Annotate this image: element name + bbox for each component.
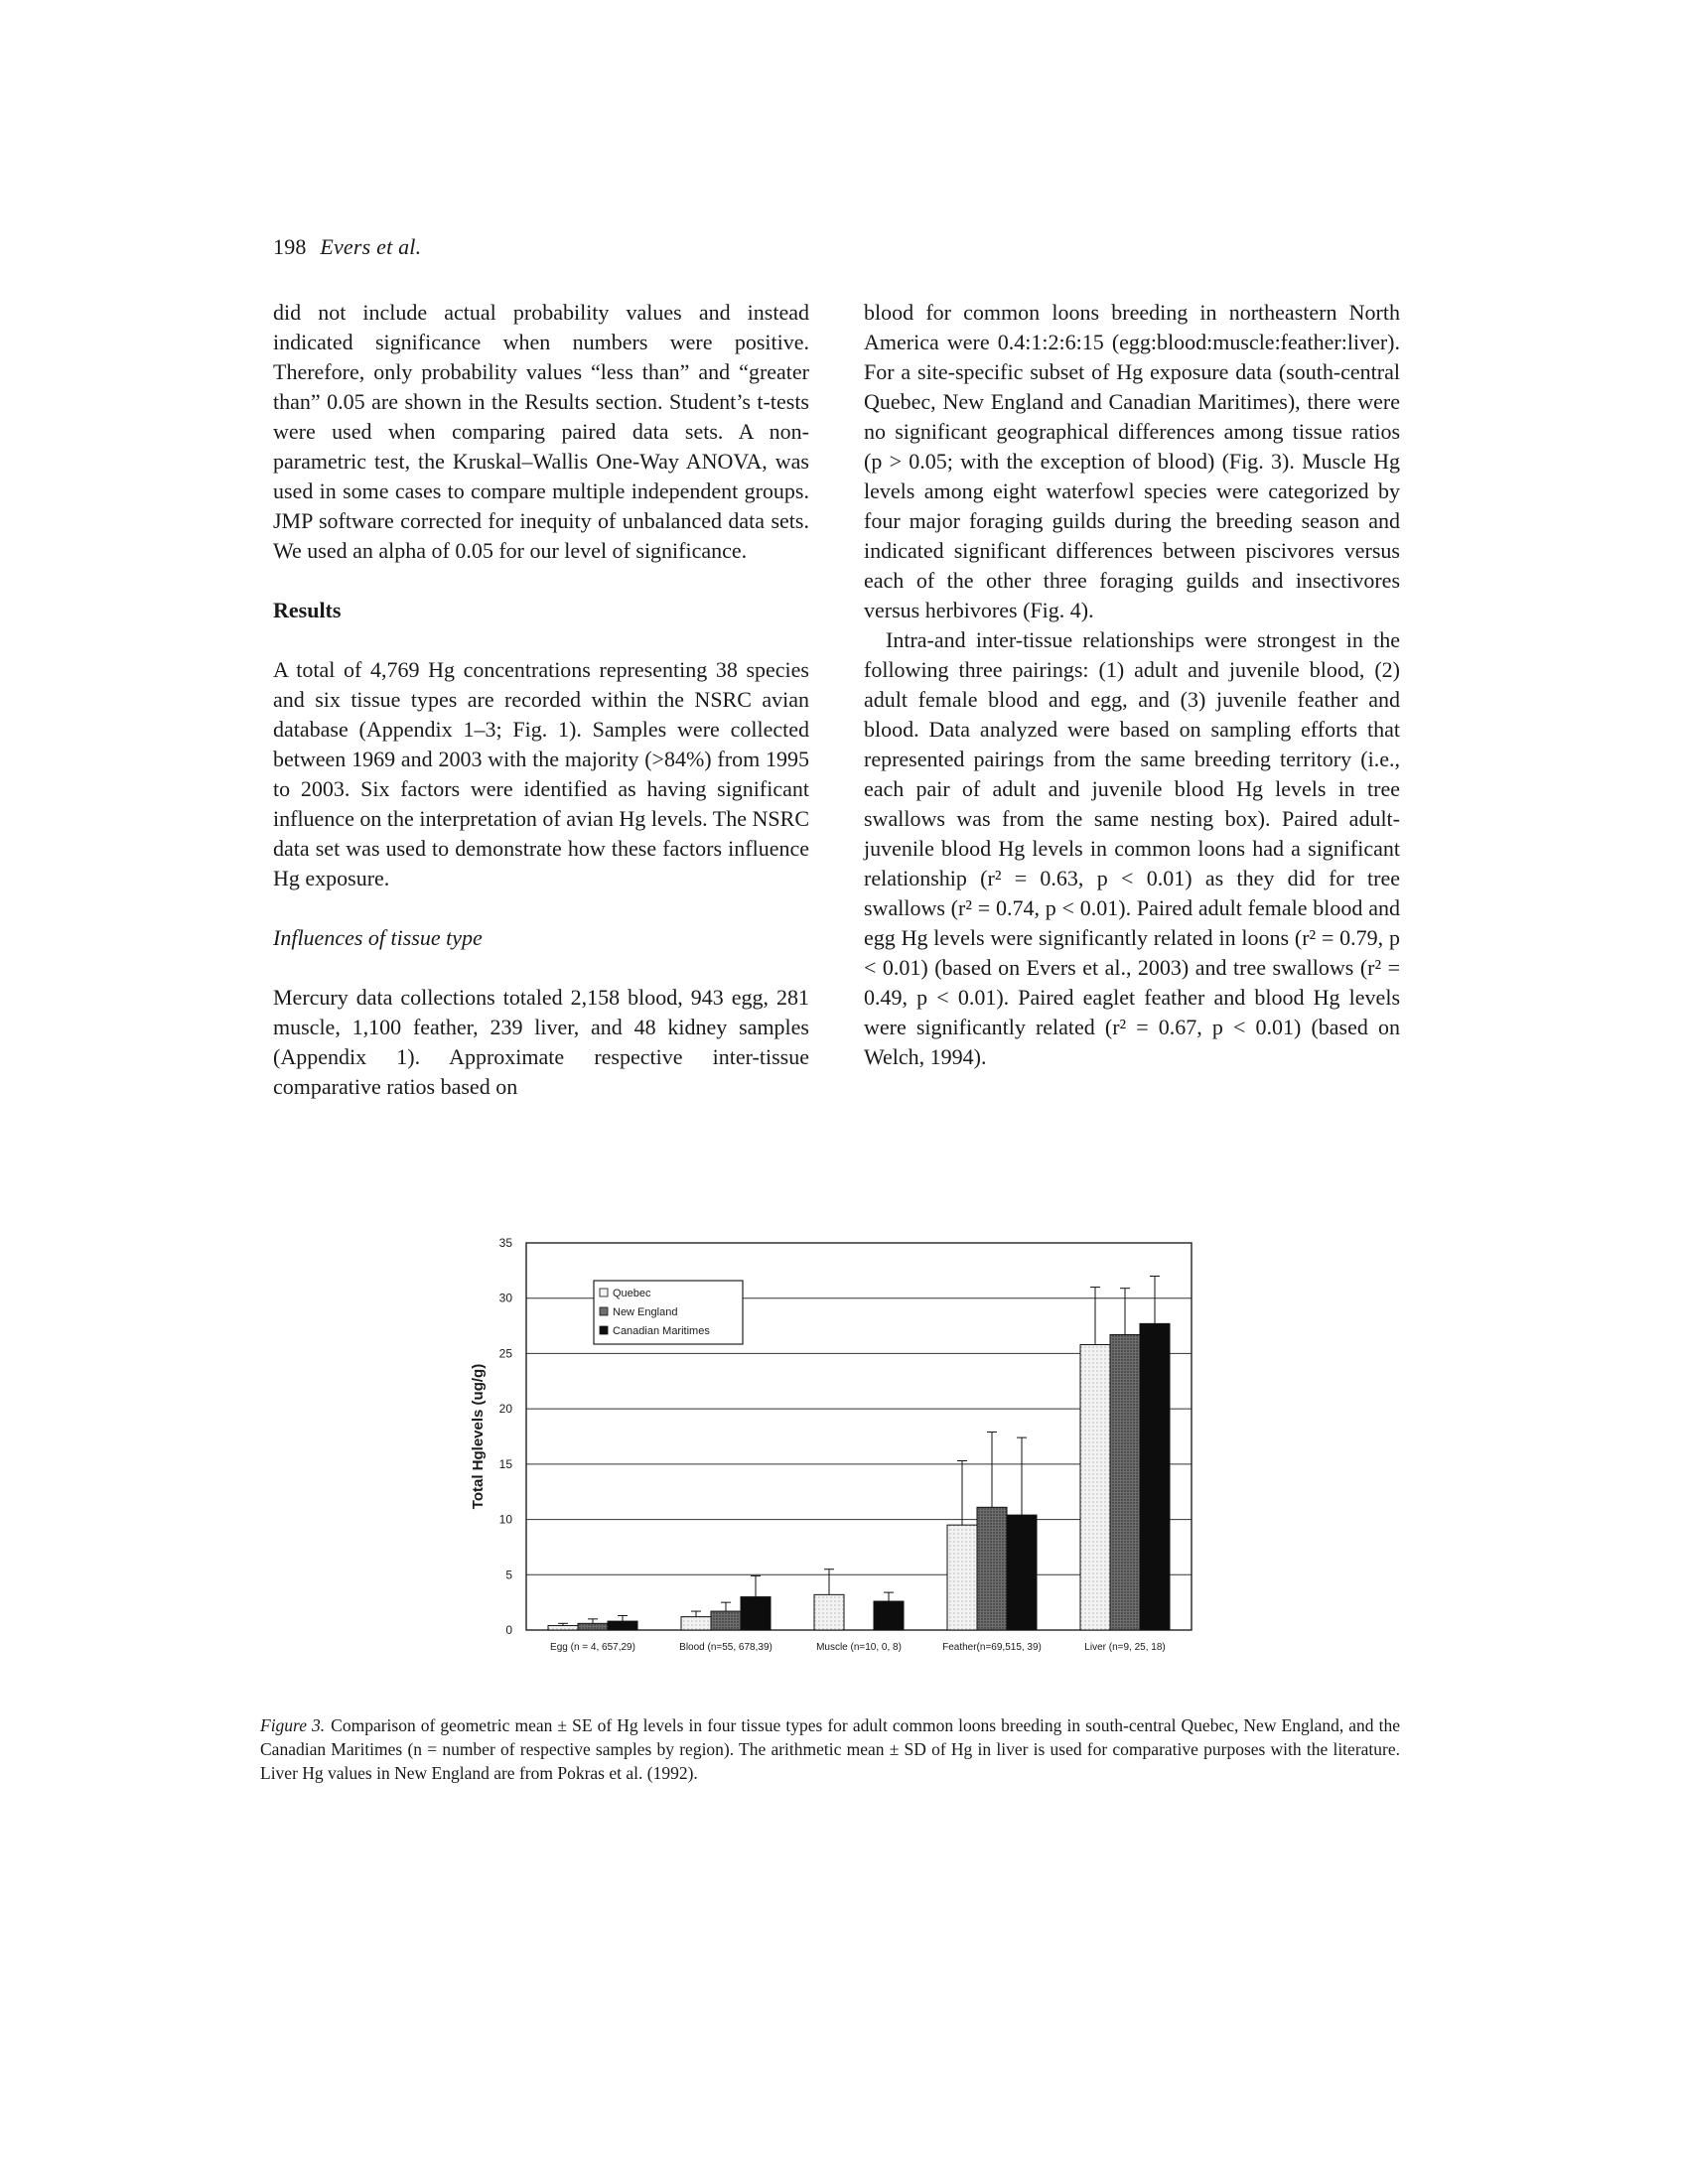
bar-quebec — [814, 1594, 844, 1630]
x-category-label: Muscle (n=10, 0, 8) — [816, 1642, 902, 1653]
y-tick-label: 15 — [498, 1456, 512, 1471]
running-head-authors: Evers et al. — [320, 234, 422, 259]
x-category-label: Blood (n=55, 678,39) — [679, 1642, 772, 1653]
bar-canadian-maritimes — [1007, 1515, 1037, 1630]
bar-canadian-maritimes — [741, 1597, 771, 1630]
x-category-label: Egg (n = 4, 657,29) — [550, 1642, 635, 1653]
legend-swatch — [600, 1326, 608, 1334]
x-category-label: Liver (n=9, 25, 18) — [1084, 1642, 1166, 1653]
legend-entry: Quebec — [613, 1288, 651, 1299]
figure-3 — [457, 1231, 1211, 1698]
right-column — [864, 298, 1400, 1072]
bar-canadian-maritimes — [874, 1601, 904, 1630]
bar-quebec — [681, 1617, 711, 1630]
tissue-ratio-paragraph: blood for common loons breeding in northeastern North America were 0.4:1:2:6:15 (egg:blood:muscle:feather:liver). For a site-specific subset of Hg exposure data (south-central Quebec, New England and Canadian Maritimes), there were no significant geographical differences among tissue ratios (p > 0.05; with the exception of blood) (Fig. 3). Muscle Hg levels among eight waterfowl species were categorized by four major foraging guilds during the breeding season and indicated significant differences between piscivores versus each of the other three foraging guilds and insectivores versus herbivores (Fig. 4). — [864, 300, 1400, 622]
y-axis-title: Total Hglevels (ug/g) — [470, 1363, 487, 1510]
y-tick-label: 10 — [498, 1512, 512, 1527]
figure-caption-text: Comparison of geometric mean ± SE of Hg levels in four tissue types for adult common loons breeding in south-central Quebec, New England, and the Canadian Maritimes (n = number of respective samples by region). The arithmetic mean ± SD of Hg in liver is used for comparative purposes with the literature. Liver Hg values in New England are from Pokras et al. (1992). — [260, 1715, 1400, 1783]
results-paragraph: A total of 4,769 Hg concentrations representing 38 species and six tissue types are recorded within the NSRC avian database (Appendix 1–3; Fig. 1). Samples were collected between 1969 and 2003 with the majority (>84%) from 1995 to 2003. Six factors were identified as having significant influence on the interpretation of avian Hg levels. The NSRC data set was used to demonstrate how these factors influence Hg exposure. — [273, 657, 809, 890]
y-tick-label: 25 — [498, 1346, 512, 1361]
bar-canadian-maritimes — [608, 1621, 637, 1630]
bar-new-england — [1110, 1334, 1140, 1630]
left-column — [273, 298, 809, 1102]
y-tick-label: 35 — [498, 1236, 512, 1250]
y-tick-label: 30 — [498, 1291, 512, 1305]
x-category-label: Feather(n=69,515, 39) — [942, 1642, 1042, 1653]
bar-quebec — [548, 1626, 578, 1630]
tissue-type-paragraph: Mercury data collections totaled 2,158 blood, 943 egg, 281 muscle, 1,100 feather, 239 liver, and 48 kidney samples (Appendix 1). Approximate respective inter-tissue comparative ratios based on — [273, 985, 809, 1099]
page-number: 198 — [273, 234, 307, 259]
tissue-relationship-paragraph: Intra-and inter-tissue relationships were strongest in the following three pairings: (1) adult and juvenile blood, (2) adult female blood and egg, and (3) juvenile feather and blood. Data analyzed were based on sampling efforts that represented pairings from the same breeding territory (i.e., each pair of adult and juvenile blood Hg levels in tree swallows was from the same nesting box). Paired adult-juvenile blood Hg levels in common loons had a significant relationship (r² = 0.63, p < 0.01) as they did for tree swallows (r² = 0.74, p < 0.01). Paired adult female blood and egg Hg levels were significantly related in loons (r² = 0.79, p < 0.01) (based on Evers et al., 2003) and tree swallows (r² = 0.49, p < 0.01). Paired eaglet feather and blood Hg levels were significantly related (r² = 0.67, p < 0.01) (based on Welch, 1994). — [864, 627, 1400, 1069]
bar-new-england — [711, 1611, 741, 1630]
legend-swatch — [600, 1289, 608, 1297]
y-tick-label: 0 — [505, 1623, 512, 1637]
running-head — [273, 234, 421, 260]
legend-entry: New England — [613, 1306, 678, 1318]
y-tick-label: 20 — [498, 1402, 512, 1417]
legend-entry: Canadian Maritimes — [613, 1325, 710, 1337]
methods-paragraph-end: did not include actual probability values and instead indicated significance when numbers were positive. Therefore, only probability values “less than” and “greater than” 0.05 are shown in the Results section. Student’s t-tests were used when comparing paired data sets. A non-parametric test, the Kruskal–Wallis One-Way ANOVA, was used in some cases to compare multiple independent groups. JMP software corrected for inequity of unbalanced data sets. We used an alpha of 0.05 for our level of significance. — [273, 300, 809, 563]
figure-caption-label: Figure 3. — [260, 1715, 326, 1735]
tissue-type-subheading: Influences of tissue type — [273, 925, 483, 950]
bar-new-england — [977, 1507, 1007, 1630]
bar-quebec — [947, 1525, 977, 1630]
results-heading: Results — [273, 598, 342, 622]
bar-quebec — [1080, 1345, 1110, 1630]
legend-swatch — [600, 1307, 608, 1315]
bar-canadian-maritimes — [1140, 1323, 1170, 1630]
hg-tissue-bar-chart — [457, 1231, 1211, 1698]
figure-caption — [260, 1713, 1400, 1785]
y-tick-label: 5 — [505, 1568, 512, 1582]
bar-new-england — [578, 1623, 608, 1630]
